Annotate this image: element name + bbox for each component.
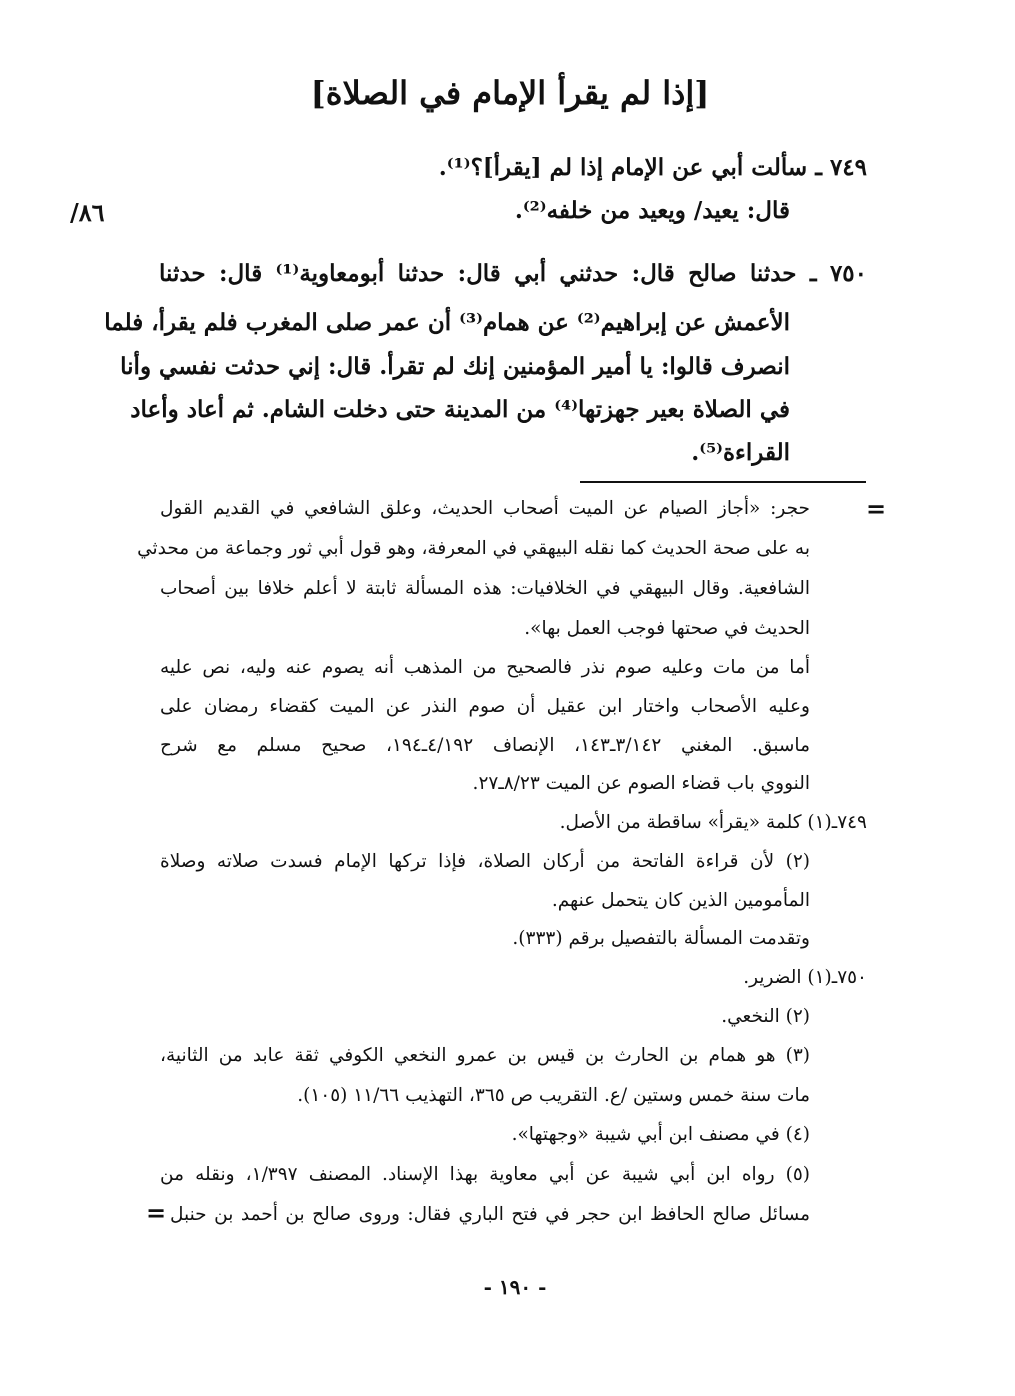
footnote-line: (٢) لأن قراءة الفاتحة من أركان الصلاة، فإذا تركها الإمام فسدت صلاته وصلاة (160, 851, 810, 872)
footnote-line: (٥) رواه ابن أبي شيبة عن أبي معاوية بهذا الإسناد. المصنف ١/٣٩٧، ونقله من (160, 1164, 810, 1185)
continuation-mark: = (146, 1198, 167, 1227)
footnote-line: النووي باب قضاء الصوم عن الميت ٨/٢٣ـ٢٧. (472, 773, 810, 794)
footnote-line: ماسبق. المغني ٣/١٤٢ـ١٤٣، الإنصاف ٤/١٩٢ـ١٩٤، صحيح مسلم مع شرح (160, 735, 810, 756)
footnote-line: (٣) هو همام بن الحارث بن قيس بن عمرو النخعي الكوفي ثقة عابد من الثانية، (160, 1045, 810, 1066)
footnote-line: ٧٤٩ـ(١) كلمة «يقرأ» ساقطة من الأصل. (559, 812, 867, 833)
main-text-line: في الصلاة بعير جهزتها⁽⁴⁾ من المدينة حتى دخلت الشام. ثم أعاد وأعاد (130, 396, 790, 423)
main-text-line: ٧٥٠ ـ حدثنا صالح قال: حدثني أبي قال: حدثنا أبومعاوية⁽¹⁾ قال: حدثنا (159, 260, 867, 287)
footnote-line: حجر: «أجاز الصيام عن الميت أصحاب الحديث، وعلق الشافعي في القديم القول (160, 498, 810, 519)
section-heading: [إذا لم يقرأ الإمام في الصلاة] (310, 74, 710, 112)
footnote-line: المأمومين الذين كان يتحمل عنهم. (551, 890, 810, 911)
margin-page-reference: ٨٦/ (70, 198, 105, 227)
main-text-line: القراءة⁽⁵⁾. (691, 439, 790, 466)
footnote-line: الشافعية. وقال البيهقي في الخلافيات: هذه المسألة ثابتة لا أعلم خلافا بين أصحاب (160, 578, 810, 599)
footnote-separator (580, 481, 866, 483)
page-number: - ١٩٠ - (483, 1275, 547, 1299)
continuation-mark: = (866, 494, 887, 523)
footnote-line: الحديث في صحتها فوجب العمل بها». (524, 618, 810, 639)
footnote-line: وعليه الأصحاب واختار ابن عقيل أن صوم النذر عن الميت كقضاء رمضان على (160, 696, 810, 717)
footnote-line: (٢) النخعي. (721, 1006, 810, 1027)
footnote-line: مات سنة خمس وستين /ع. التقريب ص ٣٦٥، التهذيب ١١/٦٦ (١٠٥). (297, 1085, 810, 1106)
footnote-line: مسائل صالح الحافظ ابن حجر في فتح الباري فقال: وروى صالح بن أحمد بن حنبل (170, 1204, 810, 1225)
footnote-line: (٤) في مصنف ابن أبي شيبة «وجهتها». (511, 1124, 810, 1145)
main-text-line: قال: يعيد/ ويعيد من خلفه⁽²⁾. (514, 197, 790, 224)
main-text-line: الأعمش عن إبراهيم⁽²⁾ عن همام⁽³⁾ أن عمر صلى المغرب فلم يقرأ، فلما (104, 309, 790, 336)
main-text-line: ٧٤٩ ـ سألت أبي عن الإمام إذا لم [يقرأ]؟⁽¹⁾. (438, 154, 867, 181)
footnote-line: به على صحة الحديث كما نقله البيهقي في المعرفة، وهو قول أبي ثور وجماعة من محدثي (137, 538, 810, 559)
main-text-line: انصرف قالوا: يا أمير المؤمنين إنك لم تقرأ. قال: إني حدثت نفسي وأنا (120, 353, 790, 380)
footnote-line: أما من مات وعليه صوم نذر فالصحيح من المذهب أنه يصوم عنه وليه، نص عليه (160, 657, 810, 678)
footnote-line: وتقدمت المسألة بالتفصيل برقم (٣٣٣). (512, 928, 810, 949)
footnote-line: ٧٥٠ـ(١) الضرير. (743, 967, 867, 988)
